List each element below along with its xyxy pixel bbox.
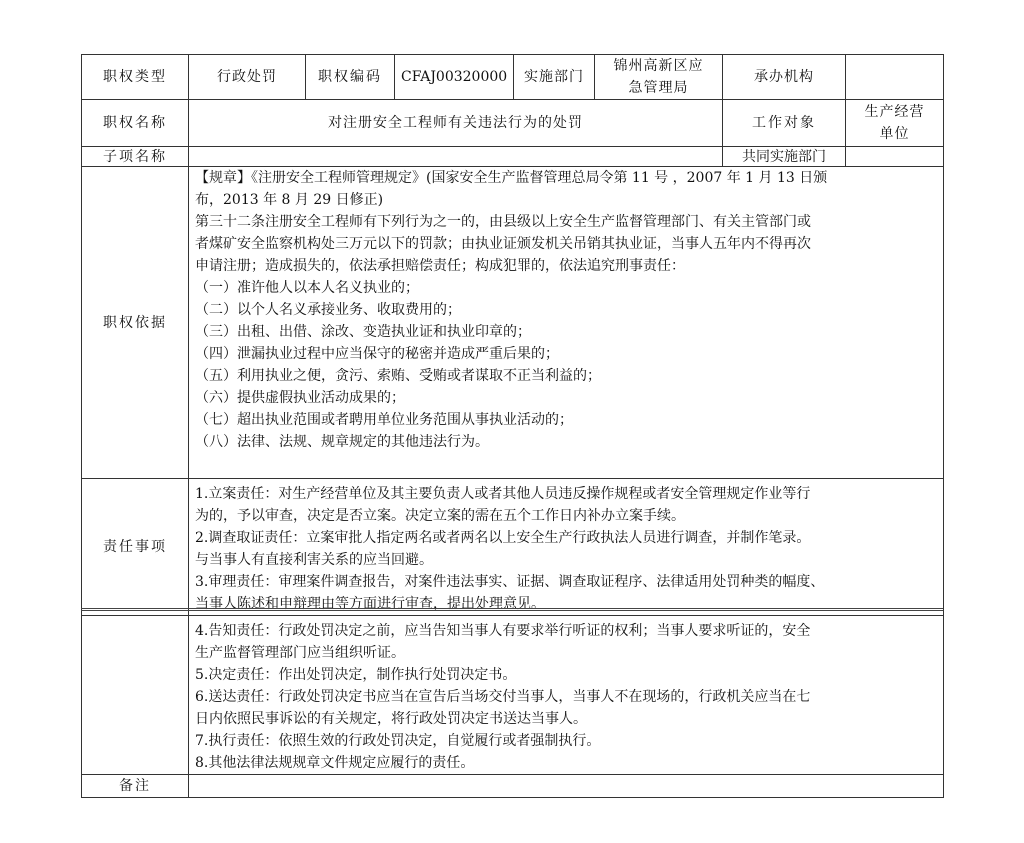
duty-line: 当事人陈述和申辩理由等方面进行审查，提出处理意见。 (195, 596, 545, 612)
sub-label: 子项名称 (82, 147, 189, 167)
duty-line: 为的，予以审查，决定是否立案。决定立案的需在五个工作日内补办立案手续。 (195, 508, 685, 524)
joint-label: 共同实施部门 (723, 147, 846, 167)
row-sub (82, 147, 944, 167)
duty-line: 日内依照民事诉讼的有关规定，将行政处罚决定书送达当事人。 (195, 711, 587, 727)
row-name (82, 100, 944, 147)
joint-value (846, 147, 944, 167)
row-duties (82, 479, 944, 616)
duty-line: 6.送达责任：行政处罚决定书应当在宣告后当场交付当事人，当事人不在现场的，行政机关应当在七 (195, 689, 811, 705)
duties-content-a (189, 479, 944, 616)
basis-line: （五）利用执业之便，贪污、索贿、受贿或者谋取不正当利益的； (195, 368, 601, 384)
duties-label-cont (82, 616, 189, 775)
basis-line: （四）泄漏执业过程中应当保守的秘密并造成严重后果的； (195, 346, 559, 362)
remark-label: 备注 (82, 775, 189, 798)
duty-line: 3.审理责任：审理案件调查报告，对案件违法事实、证据、调查取证程序、法律适用处罚种类的幅度、 (195, 574, 825, 590)
type-label: 职权类型 (82, 55, 189, 100)
target-value-line-1: 生产经营 (864, 104, 925, 120)
basis-line: 第三十二条注册安全工程师有下列行为之一的，由县级以上安全生产监督管理部门、有关主管部门或 (195, 214, 811, 230)
sub-value (189, 147, 723, 167)
row-type (82, 55, 944, 100)
basis-line: （三）出租、出借、涂改、变造执业证和执业印章的； (195, 324, 531, 340)
dept-label: 实施部门 (514, 55, 595, 100)
row-duties-cont (82, 616, 944, 775)
duty-line: 与当事人有直接利害关系的应当回避。 (195, 552, 433, 568)
basis-line: （二）以个人名义承接业务、收取费用的； (195, 302, 461, 318)
basis-line: （八）法律、法规、规章规定的其他违法行为。 (195, 434, 489, 450)
basis-label: 职权依据 (82, 167, 189, 479)
duty-line: 5.决定责任：作出处罚决定，制作执行处罚决定书。 (195, 667, 517, 683)
name-label: 职权名称 (82, 100, 189, 147)
duty-line: 生产监督管理部门应当组织听证。 (195, 645, 405, 661)
basis-content (189, 167, 944, 479)
type-value: 行政处罚 (189, 55, 306, 100)
basis-line: 布，2013 年 8 月 29 日修正) (195, 192, 384, 208)
duty-line: 4.告知责任：行政处罚决定之前，应当告知当事人有要求举行听证的权利；当事人要求听证的，安全 (195, 623, 811, 639)
dept-value-line-2: 急管理局 (628, 80, 689, 96)
basis-line: 【规章】《注册安全工程师管理规定》(国家安全生产监督管理总局令第 11 号 ，2007 年 1 月 13 日颁 (195, 170, 828, 186)
basis-line: 者煤矿安全监察机构处三万元以下的罚款；由执业证颁发机关吊销其执业证，当事人五年内不得再次 (195, 236, 811, 252)
name-value: 对注册安全工程师有关违法行为的处罚 (189, 100, 723, 147)
basis-line: （一）准许他人以本人名义执业的； (195, 280, 419, 296)
row-basis (82, 167, 944, 479)
duty-line: 1.立案责任：对生产经营单位及其主要负责人或者其他人员违反操作规程或者安全管理规定作业等行 (195, 486, 811, 502)
target-value (846, 100, 944, 147)
basis-line: 申请注册；造成损失的，依法承担赔偿责任；构成犯罪的，依法追究刑事责任： (195, 258, 685, 274)
remark-value (189, 775, 944, 798)
duty-line: 8.其他法律法规规章文件规定应履行的责任。 (195, 755, 475, 771)
target-label: 工作对象 (723, 100, 846, 147)
duties-content-b (189, 616, 944, 775)
duty-line: 7.执行责任：依照生效的行政处罚决定，自觉履行或者强制执行。 (195, 733, 601, 749)
basis-line: （七）超出执业范围或者聘用单位业务范围从事执业活动的； (195, 412, 573, 428)
basis-line: （六）提供虚假执业活动成果的； (195, 390, 405, 406)
dept-value-line-1: 锦州高新区应 (613, 58, 704, 74)
org-label: 承办机构 (723, 55, 846, 100)
dept-value (595, 55, 723, 100)
duty-line: 2.调查取证责任：立案审批人指定两名或者两名以上安全生产行政执法人员进行调查，并制作笔录。 (195, 530, 811, 546)
authority-table (81, 54, 944, 798)
org-value (846, 55, 944, 100)
code-value: CFAJ00320000 (395, 55, 514, 100)
code-label: 职权编码 (306, 55, 395, 100)
duties-label: 责任事项 (82, 479, 189, 616)
page-break-separator (81, 608, 943, 611)
target-value-line-2: 单位 (879, 126, 910, 142)
row-remark (82, 775, 944, 798)
